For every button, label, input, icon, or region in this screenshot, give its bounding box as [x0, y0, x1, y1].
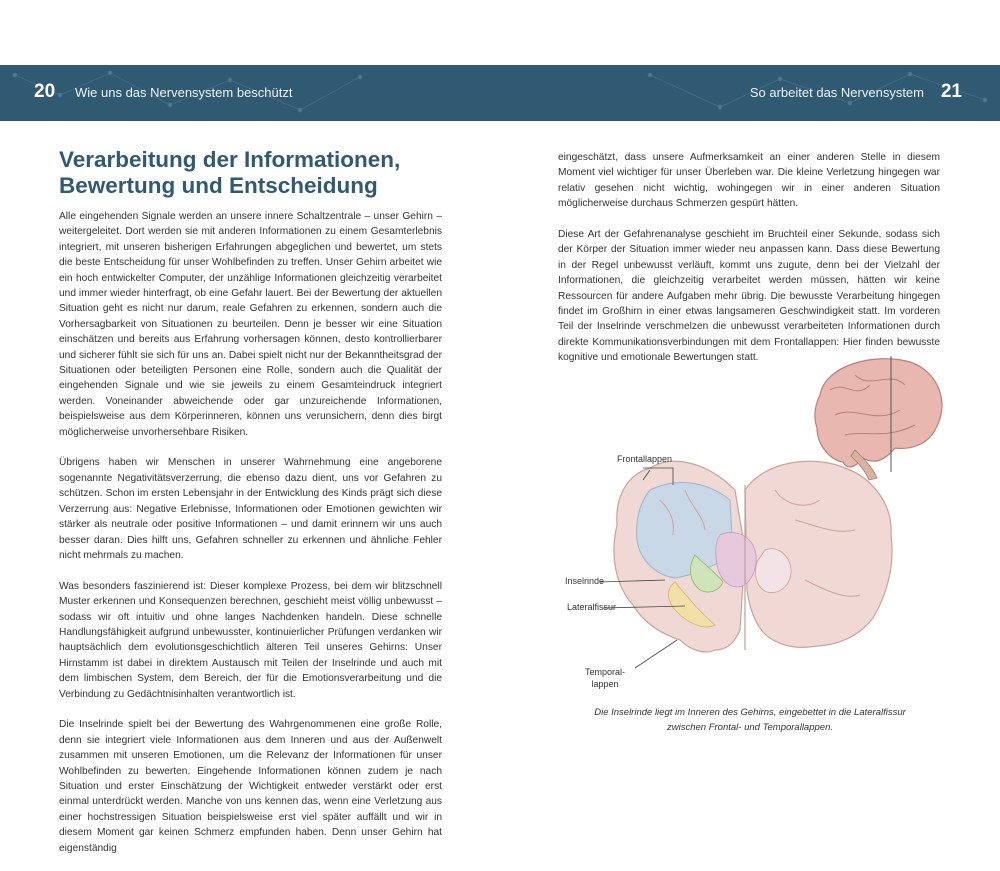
label-temporal-line-2: lappen: [591, 679, 619, 689]
right-text-column: [558, 150, 940, 381]
paragraph: eingeschätzt, dass unsere Aufmerksamkeit an einer anderen Stelle in diesem Moment viel wichtiger für unser Überleben war. Die kleine Verletzung hingegen war relativ gesehen nicht wichtig, wohingegen wir in einer anderen Situation möglicherweise durchaus Schmerzen gespürt hätten.: [558, 152, 940, 210]
paragraph: Übrigens haben wir Menschen in unserer Wahrnehmung eine angeborene sogenannte Negativitätsverzerrung, die ebenso dazu dient, uns vor Gefahren zu schützen. Schon im ersten Lebensjahr in der Entwicklung des Kinds prägt sich diese Verzerrung aus: Negative Erlebnisse, Informationen oder Emotionen gewichten wir stärker als neutrale oder positive Informationen – und damit erinnern wir uns auch besser daran. Dies hilft uns, Gefahren schneller zu erkennen und ähnliche Fehler nicht mehrmals zu machen.: [59, 457, 442, 561]
caption-line-1: Die Inselrinde liegt im Inneren des Gehirns, eingebettet in die Lateralfissur: [594, 707, 906, 718]
running-header: [0, 65, 1000, 121]
brain-illustration: [555, 350, 945, 700]
paragraph: Alle eingehenden Signale werden an unsere innere Schaltzentrale – unser Gehirn – weitergeleitet. Dort werden sie mit anderen Informationen zu einem Gesamterlebnis integriert, mit unseren bisherigen Erfahrungen abgeglichen und bewertet, um stets die beste Entscheidung für unser Wohlbefinden zu treffen. Unser Gehirn arbeitet wie ein hoch entwickelter Computer, der unzählige Informationen gleichzeitig verarbeitet und immer wieder hinterfragt, ob eine Gefahr lauert. Bei der Bewertung der aktuellen Situation geht es nicht nur darum, reale Gefahren zu erkennen, sondern auch die Vorhersagbarkeit von Situationen zu beurteilen. Denn je besser wir eine Situation einschätzen und bereits aus Erfahrung vorhersagen können, desto kontrollierbarer und sicherer fühlt sie sich für uns an. Dabei spielt nicht nur der Bekanntheitsgrad der Situationen oder beteiligten Personen eine Rolle, sondern auch die Qualität der eingehenden Signale und wie sie jeweils zu einem Gesamteindruck integriert werden. Voneinander abweichende oder gar unzureichende Informationen, beispielsweise aus dem Körperinneren, können uns verunsichern, denn dies birgt möglicherweise unvorhersehbare Risiken.: [59, 211, 442, 438]
left-page-number: 20: [34, 81, 56, 102]
label-frontallappen: Frontallappen: [617, 454, 673, 464]
label-lateralfissur: Lateralfissur: [567, 602, 617, 612]
paragraph: Die Inselrinde spielt bei der Bewertung des Wahrgenommenen eine große Rolle, denn sie integriert viele Informationen aus dem Inneren und aus der Außenwelt zusammen mit unseren Emotionen, um die Relevanz der Informationen für unser Wohlbefinden zu bewerten. Eingehende Informationen können zudem je nach Situation und erster Einschätzung der Wichtigkeit entweder verstärkt oder erst einmal unterdrückt werden. Manche von uns kennen das, wenn eine Verletzung aus einer hochstressigen Situation beispielsweise erst viel später auffällt und wir in diesem Moment gar keinen Schmerz empfunden haben. Denn unser Gehirn hat eigenständig: [59, 719, 442, 854]
paragraph: Was besonders faszinierend ist: Dieser komplexe Prozess, bei dem wir blitzschnell Muster erkennen und Konsequenzen berechnen, geschieht meist völlig unbewusst – sodass wir oft intuitiv und ohne langes Nachdenken handeln. Diese schnelle Handlungsfähigkeit aufgrund unbewusster, kontinuierlicher Prüfungen verdanken wir hauptsächlich dem evolutionsgeschichtlich älteren Teil unseres Gehirns: Unser Hirnstamm ist dabei in direktem Austausch mit Teilen der Inselrinde und auch mit dem limbischen System, dem Bereich, der für die Emotionsverarbeitung und die Verbindung zu Gedächtnisinhalten verantwortlich ist.: [59, 580, 442, 700]
left-running-title: Wie uns das Nervensystem beschützt: [75, 85, 293, 100]
brain-coronal-section: [614, 461, 892, 652]
label-temporallappen: [585, 666, 625, 690]
figure-caption: [560, 705, 940, 735]
heading-line-1: Verarbeitung der Informationen,: [59, 147, 401, 172]
top-margin: [0, 0, 1000, 65]
caption-line-2: zwischen Frontal- und Temporallappen.: [667, 722, 833, 733]
section-heading: [59, 147, 439, 199]
paragraph: Diese Art der Gefahrenanalyse geschieht im Bruchteil einer Sekunde, sodass sich der Körper der Situation immer wieder neu anpassen kann. Dass diese Bewertung in der Regel unbewusst verläuft, kommt uns zugute, denn bei der Vielzahl der Informationen, die gleichzeitig verarbeitet werden müssen, hätten wir keine Ressourcen für andere Aufgaben mehr übrig. Die bewusste Verarbeitung hingegen findet im Großhirn in einer etwas langsameren Geschwindigkeit statt. Im vorderen Teil der Inselrinde verschmelzen die unbewusst verarbeiteten Informationen durch direkte Kommunikationsverbindungen mit dem Frontallappen: Hier finden bewusste kognitive und emotionale Bewertungen statt.: [558, 229, 940, 364]
left-text-column: [59, 209, 442, 871]
brain-figure: [555, 350, 945, 700]
label-inselrinde: Inselrinde: [565, 576, 605, 586]
heading-line-2: Bewertung und Entscheidung: [59, 173, 378, 198]
right-running-title: So arbeitet das Nervensystem: [749, 85, 924, 100]
right-page-number: 21: [940, 81, 962, 102]
small-brain-side-view: [815, 356, 942, 480]
label-temporal-line-1: Temporal-: [585, 667, 626, 677]
